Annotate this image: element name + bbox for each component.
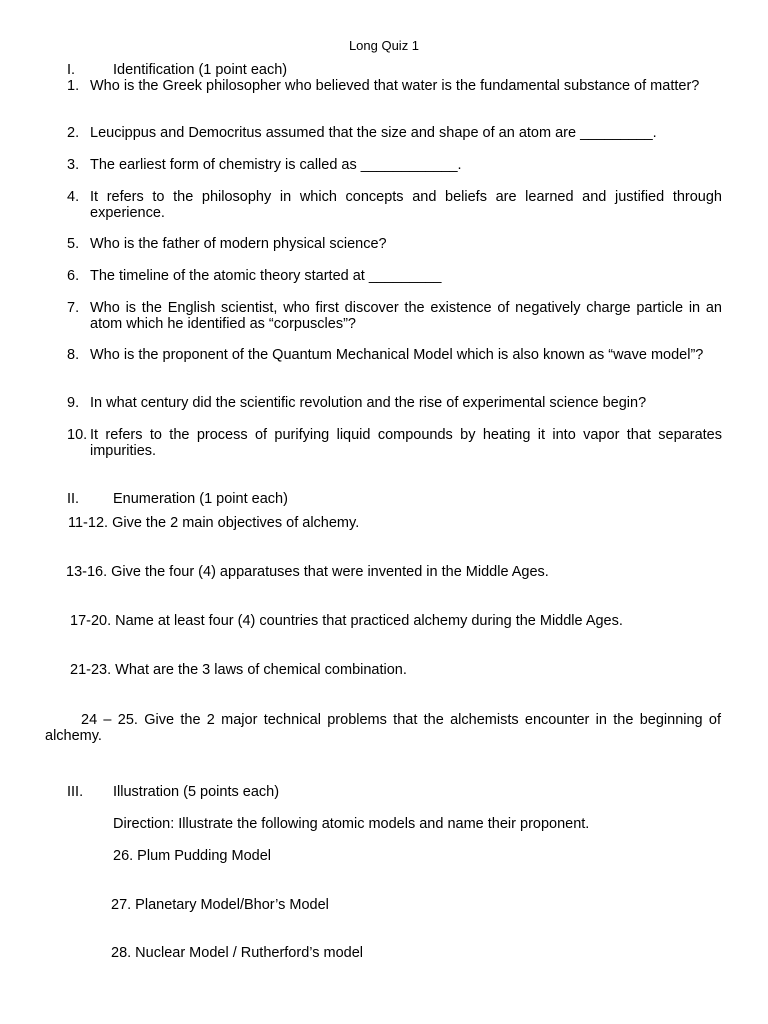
question-7-text: Who is the English scientist, who first discover the existence of negatively charge particle in an atom which he identified as “corpuscles”? [90, 300, 722, 332]
question-3-number: 3. [67, 157, 80, 173]
illustration-item: 26. Plum Pudding Model [113, 848, 271, 864]
enumeration-item: 17-20. Name at least four (4) countries that practiced alchemy during the Middle Ages. [70, 613, 623, 629]
question-7-number: 7. [67, 300, 80, 316]
enumeration-item-continuation: alchemy. [45, 728, 102, 744]
question-8-number: 8. [67, 347, 80, 363]
enumeration-item: 24 – 25. Give the 2 major technical problems that the alchemists encounter in the beginning of [81, 712, 721, 728]
question-8-text: Who is the proponent of the Quantum Mechanical Model which is also known as “wave model”? [90, 347, 704, 363]
section-3-numeral: III. [67, 784, 84, 800]
question-1-text: Who is the Greek philosopher who believed that water is the fundamental substance of matter? [90, 78, 700, 94]
question-6-text: The timeline of the atomic theory started at _________ [90, 268, 442, 284]
illustration-item: 28. Nuclear Model / Rutherford’s model [111, 945, 363, 961]
illustration-item: 27. Planetary Model/Bhor’s Model [111, 897, 329, 913]
question-2-number: 2. [67, 125, 80, 141]
question-10-text: It refers to the process of purifying liquid compounds by heating it into vapor that separates impurities. [90, 427, 722, 459]
section-2-heading: Enumeration (1 point each) [113, 491, 288, 507]
question-2-text: Leucippus and Democritus assumed that the size and shape of an atom are _________. [90, 125, 657, 141]
question-9-number: 9. [67, 395, 80, 411]
question-4-text: It refers to the philosophy in which concepts and beliefs are learned and justified through experience. [90, 189, 722, 221]
question-5-number: 5. [67, 236, 80, 252]
illustration-direction: Direction: Illustrate the following atomic models and name their proponent. [113, 816, 590, 832]
section-1-heading: Identification (1 point each) [113, 62, 288, 78]
enumeration-item: 21-23. What are the 3 laws of chemical combination. [70, 662, 407, 678]
quiz-title: Long Quiz 1 [348, 38, 420, 53]
section-1-numeral: I. [67, 62, 76, 78]
question-1-number: 1. [67, 78, 80, 94]
question-5-text: Who is the father of modern physical science? [90, 236, 387, 252]
enumeration-item: 11-12. Give the 2 main objectives of alchemy. [68, 515, 360, 531]
enumeration-item: 13-16. Give the four (4) apparatuses that were invented in the Middle Ages. [66, 564, 549, 580]
question-6-number: 6. [67, 268, 80, 284]
question-3-text: The earliest form of chemistry is called as ____________. [90, 157, 462, 173]
question-9-text: In what century did the scientific revolution and the rise of experimental science begin? [90, 395, 647, 411]
question-4-number: 4. [67, 189, 80, 205]
section-3-heading: Illustration (5 points each) [113, 784, 280, 800]
question-10-number: 10. [67, 427, 88, 443]
section-2-numeral: II. [67, 491, 80, 507]
